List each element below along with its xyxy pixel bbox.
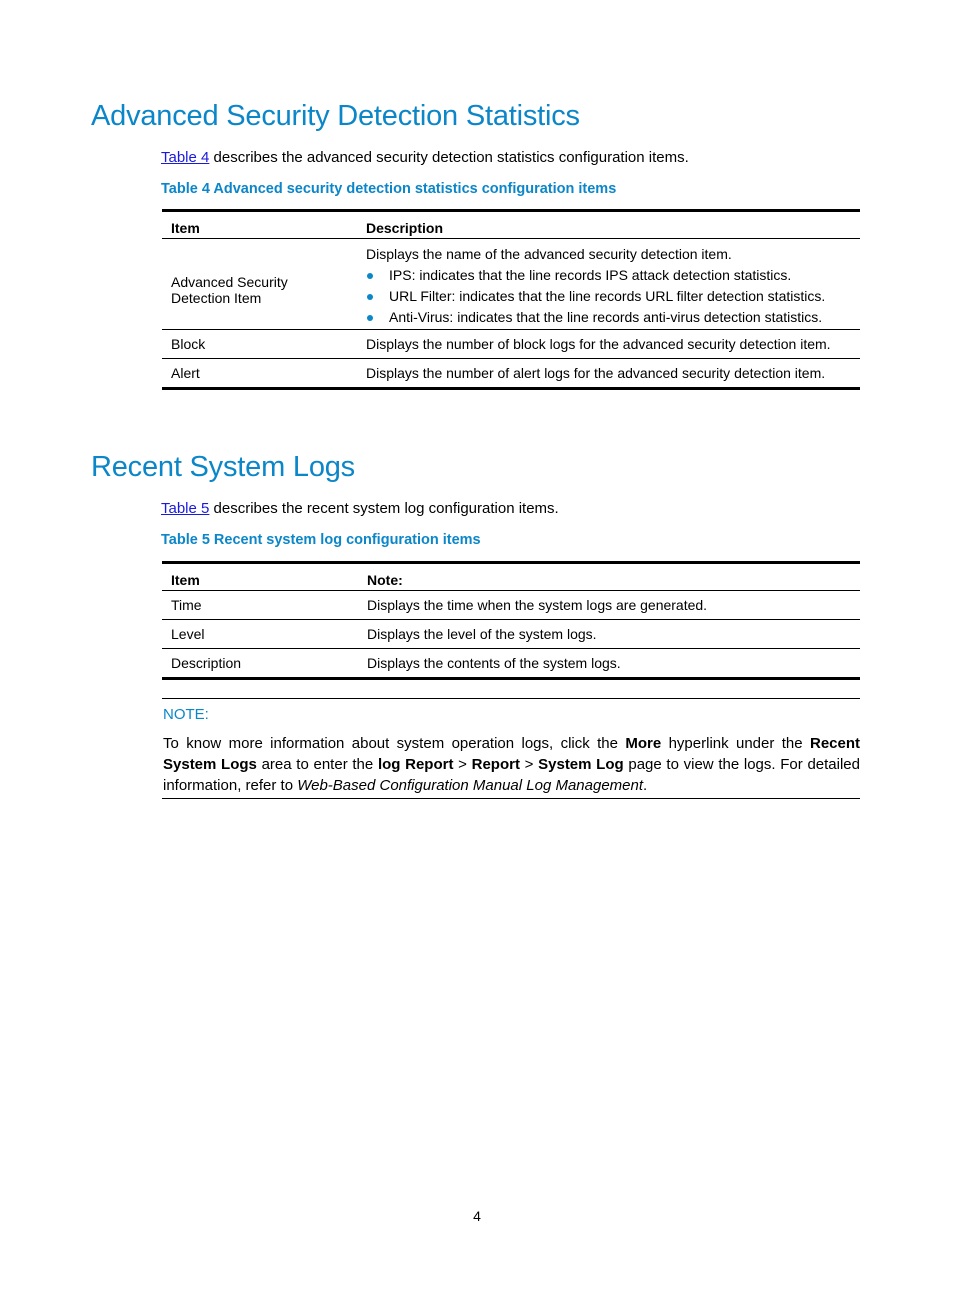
recent-system-logs-label: Recent System Logs [163,735,861,773]
section-heading-advanced-security: Advanced Security Detection Statistics [91,100,580,132]
intro-text: describes the advanced security detection statistics configuration items. [209,149,689,166]
more-link-label: More [625,735,662,752]
table-row [162,359,860,389]
table-cell-item: Alert [162,359,357,389]
manual-reference: Web-Based Configuration Manual Log Management [297,777,644,794]
table-cell-item: Block [162,330,357,359]
table-cell-item: Time [162,591,358,620]
table-row [162,620,860,649]
table-4-link[interactable]: Table 4 [161,149,210,166]
description-lead: Displays the name of the advanced security detection item. [366,246,732,262]
bullet-list [366,267,851,325]
note-text: To know more information about system operation logs, click the More hyperlink under the Recent System Logs area to enter the log Report > Report > System Log page to view the logs. For detailed information, refer to Web-Based Configuration Manual Log Management. [163,735,861,794]
table-row [162,239,860,330]
section-intro [161,149,689,166]
note-box [162,698,860,799]
column-header-note: Note: [358,563,860,591]
table-5-link[interactable]: Table 5 [161,500,210,517]
table-caption: Table 5 Recent system log configuration items [161,532,481,548]
list-item: IPS: indicates that the line records IPS attack detection statistics. [366,267,851,283]
column-header-item: Item [162,211,357,239]
note-title: NOTE: [163,706,209,723]
recent-system-logs-table [162,561,860,680]
table-cell-description [357,239,860,330]
table-cell-item: Level [162,620,358,649]
column-header-description: Description [357,211,860,239]
log-report-label: log Report [377,756,454,773]
table-row [162,649,860,679]
table-cell-item: Description [162,649,358,679]
list-item: URL Filter: indicates that the line records URL filter detection statistics. [366,288,851,304]
table-row [162,591,860,620]
table-cell-description: Displays the contents of the system logs. [358,649,860,679]
table-cell-description: Displays the number of alert logs for the advanced security detection item. [357,359,860,389]
table-cell-item: Advanced Security Detection Item [162,239,357,330]
table-row [162,330,860,359]
table-cell-description: Displays the level of the system logs. [358,620,860,649]
table-cell-description: Displays the number of block logs for the advanced security detection item. [357,330,860,359]
report-label: Report [471,756,520,773]
section-heading-recent-system-logs: Recent System Logs [91,451,355,483]
page-number: 4 [473,1208,481,1224]
column-header-item: Item [162,563,358,591]
intro-text: describes the recent system log configuration items. [209,500,559,517]
system-log-label: System Log [538,756,624,773]
list-item: Anti-Virus: indicates that the line records anti-virus detection statistics. [366,309,851,325]
table-caption: Table 4 Advanced security detection statistics configuration items [161,181,617,197]
table-cell-description: Displays the time when the system logs are generated. [358,591,860,620]
advanced-security-table [162,209,860,390]
section-intro [161,500,559,517]
